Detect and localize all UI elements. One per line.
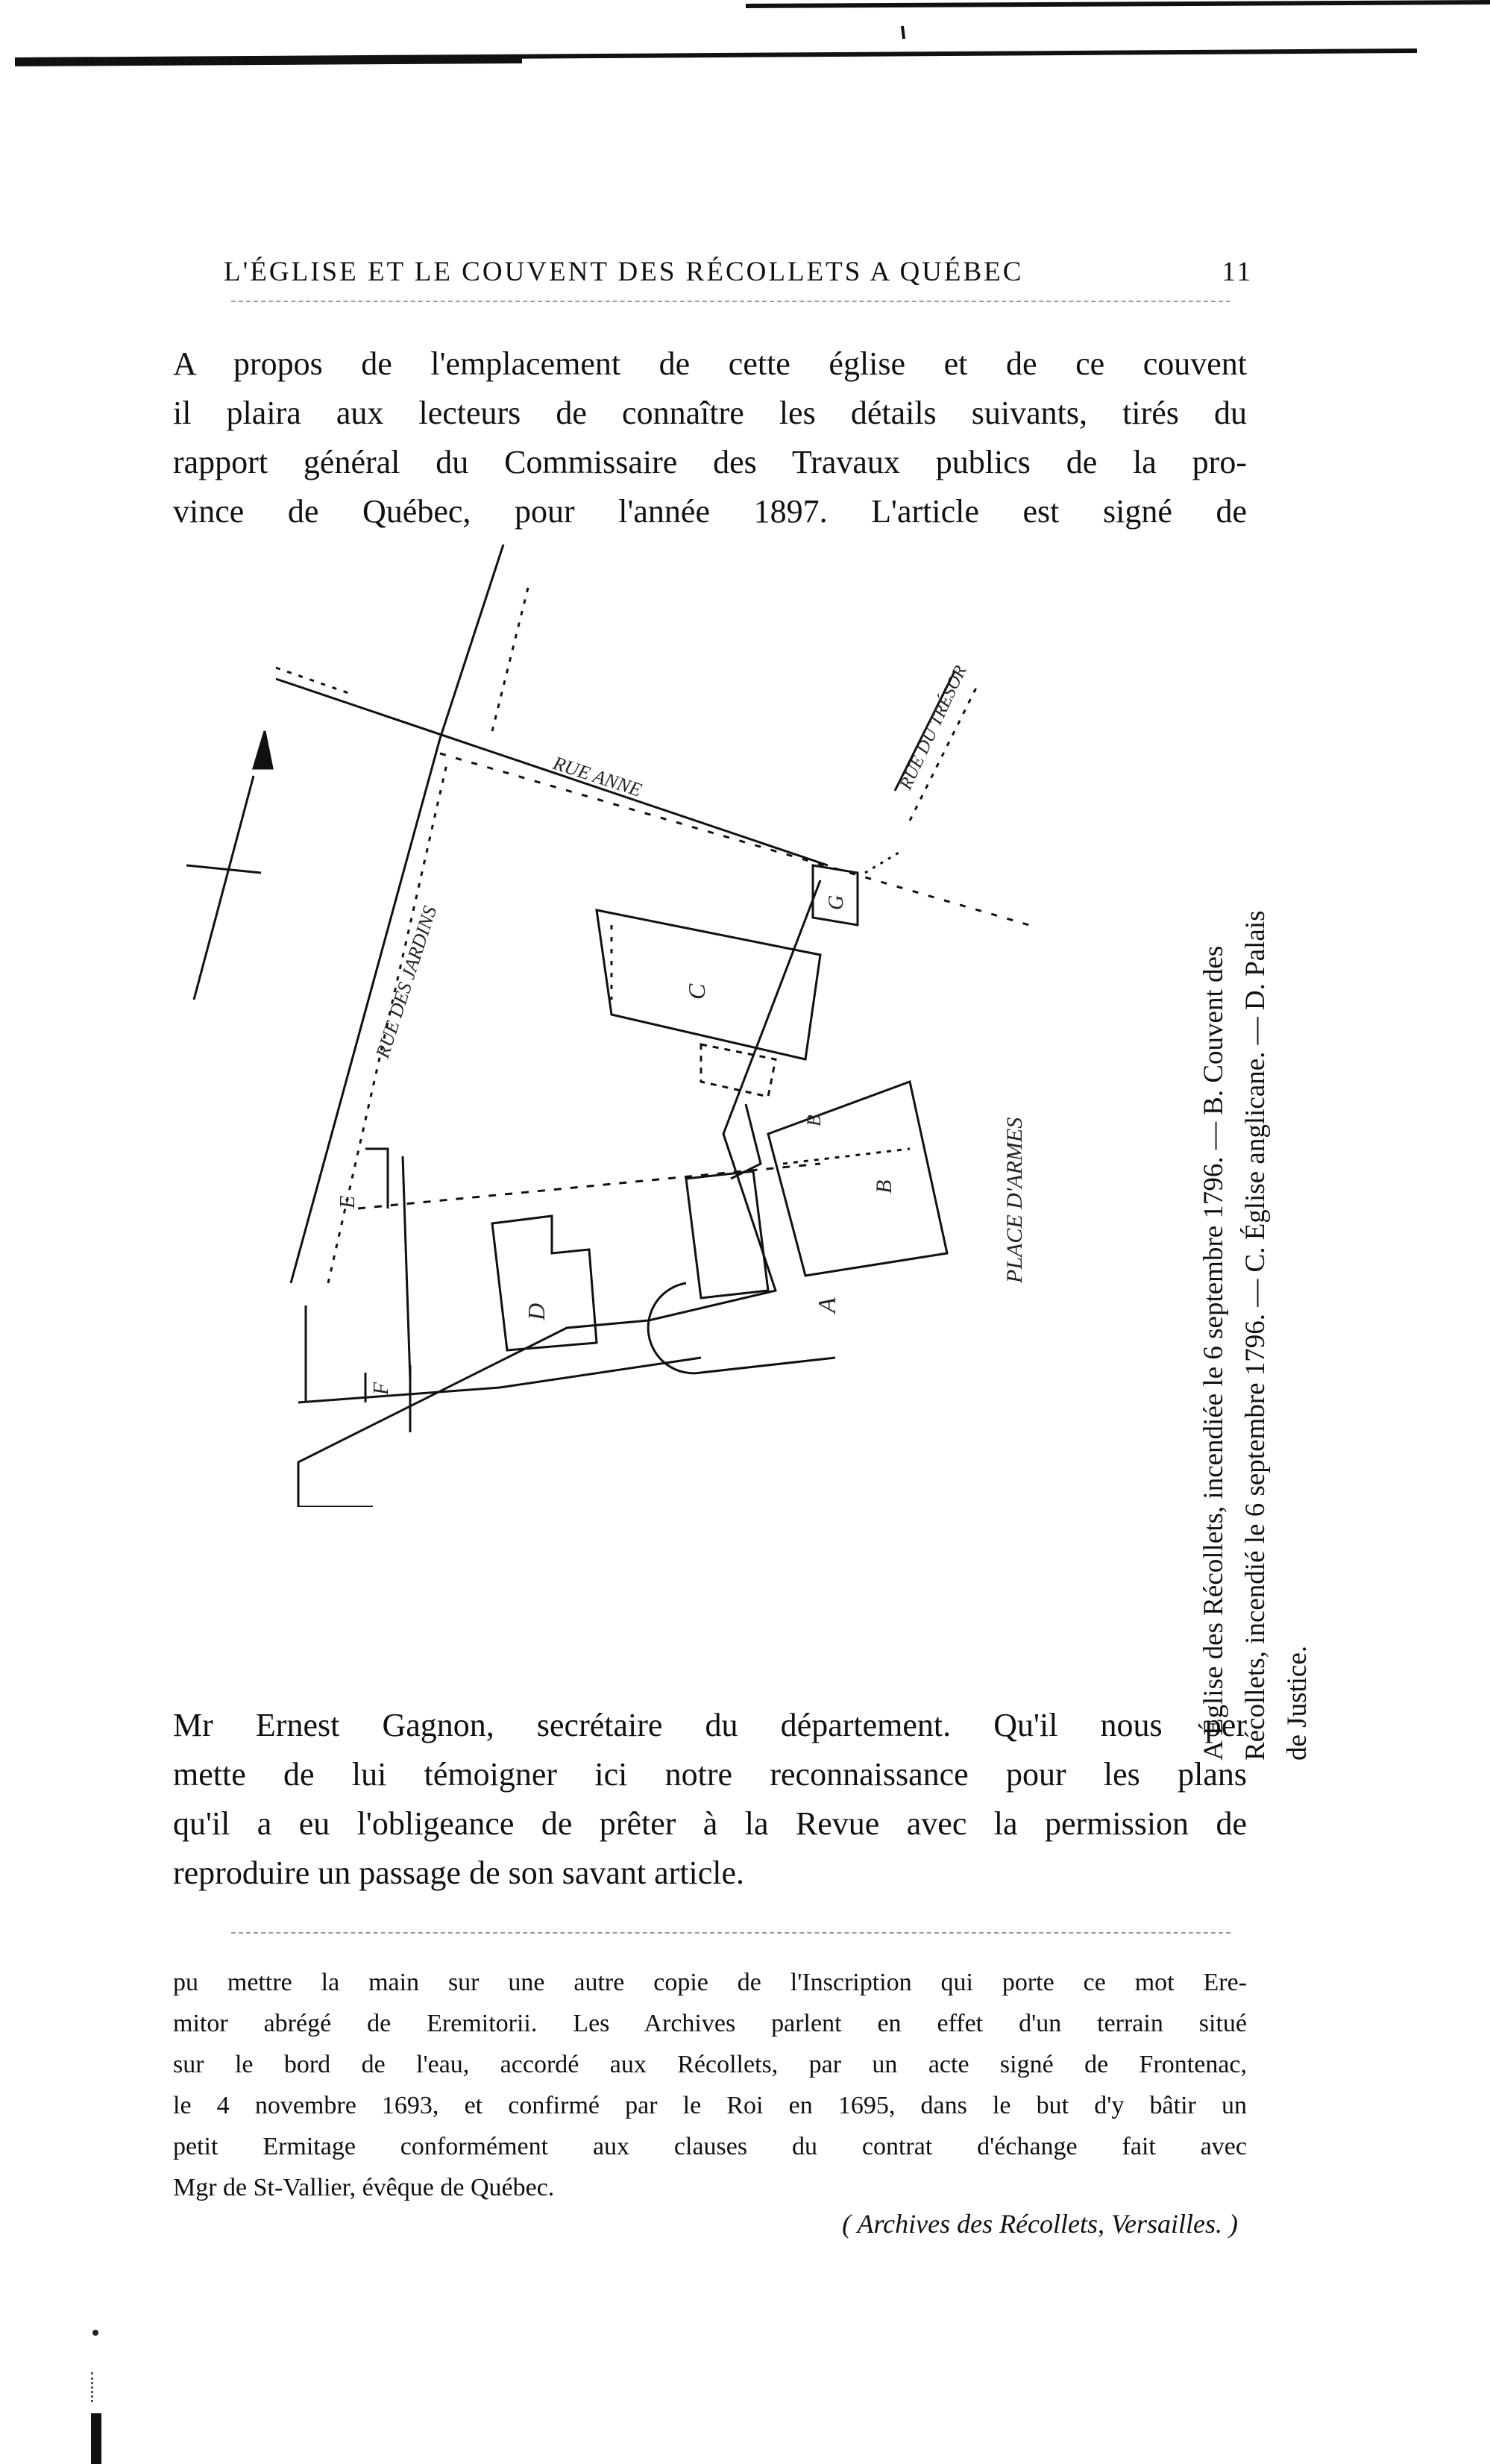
- caption-line: de Justice.: [1282, 1645, 1313, 1761]
- footnote-line: sur le bord de l'eau, accordé aux Récollets, par un acte signé de Frontenac,: [173, 2051, 1247, 2078]
- scan-bar: [91, 2413, 101, 2464]
- building-label-c: C: [683, 983, 710, 1000]
- footnote: [173, 1962, 1247, 2208]
- body-paragraph-top: [173, 339, 1247, 536]
- plan-caption: [1193, 567, 1318, 1761]
- scan-speck: [92, 2330, 98, 2336]
- text-line: reproduire un passage de son savant article.: [173, 1855, 745, 1891]
- text-line: A propos de l'emplacement de cette église et de ce couvent: [173, 345, 1247, 382]
- text-line: mette de lui témoigner ici notre reconnaissance pour les plans: [173, 1756, 1247, 1793]
- street-line: [291, 739, 440, 1283]
- text-line: Mr Ernest Gagnon, secrétaire du département. Qu'il nous per: [173, 1707, 1247, 1743]
- text-line: il plaira aux lecteurs de connaître les détails suivants, tirés du: [173, 395, 1247, 431]
- building-label-b: B: [872, 1179, 896, 1194]
- running-title: L'ÉGLISE ET LE COUVENT DES RÉCOLLETS A QUÉBEC: [224, 257, 1024, 287]
- page-number: 11: [1222, 257, 1253, 287]
- text-line: qu'il a eu l'obligeance de prêter à la Revue avec la permission de: [173, 1805, 1247, 1842]
- caption-line: A Église des Récollets, incendiée le 6 septembre 1796. — B. Couvent des: [1198, 945, 1229, 1761]
- building-label-b2: B: [803, 1115, 825, 1126]
- street-line: [440, 545, 503, 739]
- text-line: rapport général du Commissaire des Travaux publics de la pro-: [173, 444, 1247, 480]
- body-paragraph-bottom: [173, 1701, 1247, 1898]
- footnote-line: mitor abrégé de Eremitorii. Les Archives parlent en effet d'un terrain situé: [173, 2010, 1247, 2037]
- footnote-line: petit Ermitage conformément aux clauses du contrat d'échange fait avec: [173, 2133, 1247, 2160]
- building-label-g: G: [825, 894, 848, 910]
- building-label-f: F: [370, 1382, 393, 1395]
- footnote-line: pu mettre la main sur une autre copie de l'Inscription qui porte ce mot Ere-: [173, 1969, 1247, 1996]
- scan-speck: [91, 2372, 98, 2402]
- footnote-line: le 4 novembre 1693, et confirmé par le Roi en 1695, dans le but d'y bâtir un: [173, 2092, 1247, 2119]
- header-rule: [231, 301, 1230, 302]
- text-line: vince de Québec, pour l'année 1897. L'article est signé de: [173, 493, 1247, 530]
- footnote-rule: [231, 1932, 1230, 1934]
- caption-line: Récollets, incendié le 6 septembre 1796. — C. Église anglicane. — D. Palais: [1240, 910, 1271, 1761]
- street-label: PLACE D'ARMES: [1002, 1117, 1027, 1283]
- footnote-source: ( Archives des Récollets, Versailles. ): [842, 2209, 1238, 2239]
- building-label-e: E: [336, 1195, 359, 1209]
- street-label: RUE DES JARDINS: [371, 903, 441, 1061]
- building-label-a: A: [814, 1297, 841, 1313]
- footnote-line: Mgr de St-Vallier, évêque de Québec.: [173, 2174, 555, 2201]
- building-label-d: D: [523, 1302, 550, 1320]
- page-top-border: [0, 0, 1490, 67]
- running-header: [224, 256, 1253, 288]
- street-label: RUE DU TRÉSOR: [896, 662, 971, 793]
- site-plan: [164, 537, 1059, 1507]
- street-label: RUE ANNE: [550, 752, 645, 801]
